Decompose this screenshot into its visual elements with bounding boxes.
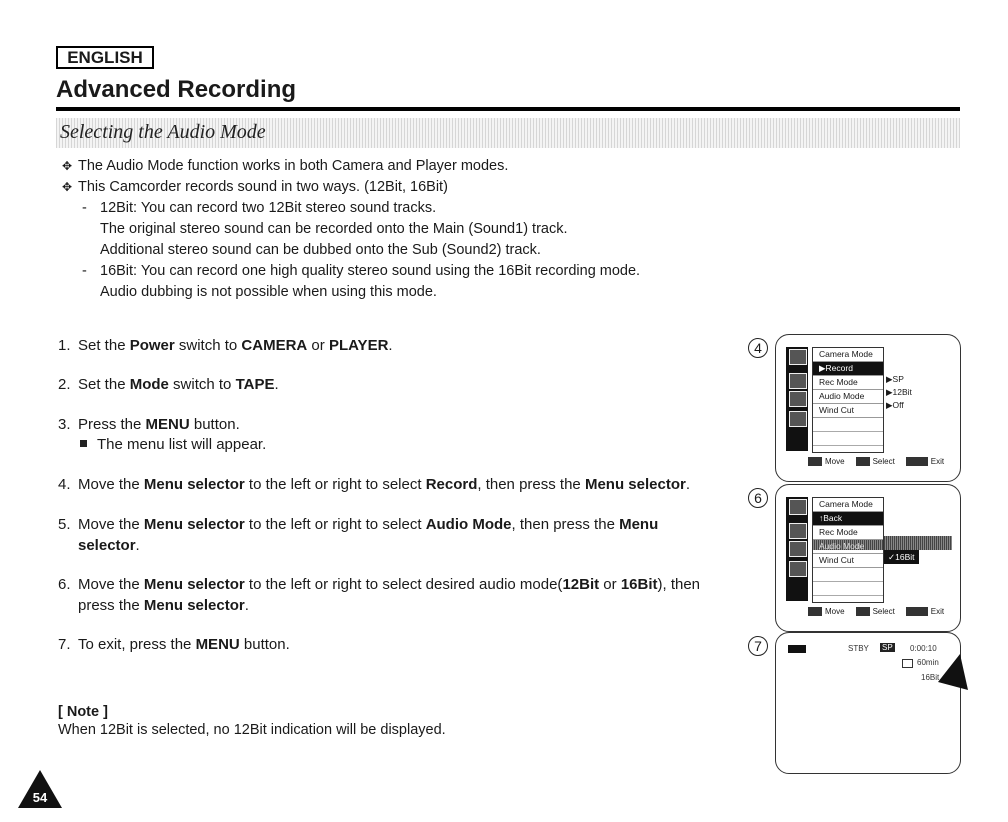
language-label: ENGLISH	[56, 46, 154, 69]
title-rule	[56, 107, 960, 111]
step-6: 6. Move the Menu selector to the left or right to select desired audio mode(12Bit or 16Bit), then press the Menu selector.	[58, 576, 701, 614]
menu-footer: Move Select Exit	[808, 607, 944, 616]
step-3: 3. Press the MENU button.	[58, 416, 240, 433]
menu-item-audio-mode[interactable]: Audio Mode	[813, 540, 883, 554]
menu-sidebar	[786, 497, 808, 601]
audio-mode-indicator: 16Bit	[921, 673, 940, 682]
intro-list	[62, 156, 640, 303]
menu-item-back[interactable]: ↑Back	[813, 512, 883, 526]
value-audio-mode: ▶12Bit	[886, 387, 912, 397]
menu-item-wind-cut[interactable]: Wind Cut	[813, 554, 883, 568]
select-icon	[856, 457, 870, 466]
screen-7	[775, 632, 961, 774]
intro-dash-item: - 12Bit: You can record two 12Bit stereo sound tracks.	[82, 200, 437, 216]
intro-bullet: ✥ This Camcorder records sound in two ways. (12Bit, 16Bit)	[62, 177, 640, 198]
menu-item-empty	[813, 418, 883, 432]
menu-item-camera-mode[interactable]: Camera Mode	[813, 498, 883, 512]
menu-item-wind-cut[interactable]: Wind Cut	[813, 404, 883, 418]
display-icon	[789, 561, 807, 577]
camera-mode-icon	[789, 499, 807, 515]
square-bullet-icon	[80, 440, 87, 447]
menu-values	[886, 373, 912, 412]
menu-list	[812, 347, 884, 453]
display-icon	[789, 411, 807, 427]
time-counter: 0:00:10	[910, 644, 937, 653]
menu-sidebar	[786, 347, 808, 451]
menu-item-audio-mode[interactable]: Audio Mode	[813, 390, 883, 404]
note-heading: [ Note ]	[58, 704, 108, 720]
menu-item-empty	[813, 432, 883, 446]
record-icon	[789, 373, 807, 389]
menu-item-rec-mode[interactable]: Rec Mode	[813, 376, 883, 390]
menu-key-icon	[906, 607, 928, 616]
step-7: 7. To exit, press the MENU button.	[58, 636, 290, 653]
screen-4	[775, 334, 961, 482]
value-wind-cut: ▶Off	[886, 400, 904, 410]
callout-6: 6	[748, 488, 768, 508]
setting-icon	[789, 541, 807, 557]
page-number: 54	[32, 790, 48, 805]
setting-icon	[789, 391, 807, 407]
intro-text-line: Additional stereo sound can be dubbed onto the Sub (Sound2) track.	[100, 242, 541, 258]
menu-list	[812, 497, 884, 603]
tape-icon	[902, 659, 913, 668]
callout-7: 7	[748, 636, 768, 656]
menu-key-icon	[906, 457, 928, 466]
section-title: Selecting the Audio Mode	[60, 121, 266, 143]
sp-badge: SP	[882, 643, 893, 652]
value-rec-mode: ▶SP	[886, 374, 904, 384]
battery-icon	[788, 645, 806, 653]
arrow-pointer-icon	[938, 654, 968, 690]
menu-item-camera-mode[interactable]: Camera Mode	[813, 348, 883, 362]
camera-mode-icon	[789, 349, 807, 365]
intro-text-line: Audio dubbing is not possible when using this mode.	[100, 284, 437, 300]
select-icon	[856, 607, 870, 616]
move-icon	[808, 457, 822, 466]
move-icon	[808, 607, 822, 616]
stby-label: STBY	[848, 644, 869, 653]
menu-item-empty	[813, 582, 883, 596]
intro-dash-item: - 16Bit: You can record one high quality stereo sound using the 16Bit recording mode.	[82, 263, 641, 279]
step-1: 1. Set the Power switch to CAMERA or PLAYER.	[58, 337, 393, 354]
selected-audio-value[interactable]: ✓16Bit	[884, 550, 919, 564]
bullet-icon: ✥	[62, 180, 73, 194]
step-5: 5. Move the Menu selector to the left or right to select Audio Mode, then press the Menu selector.	[58, 516, 659, 554]
note-text: When 12Bit is selected, no 12Bit indication will be displayed.	[58, 722, 446, 738]
step-2: 2. Set the Mode switch to TAPE.	[58, 376, 279, 393]
page-title: Advanced Recording	[56, 76, 297, 103]
menu-item-empty	[813, 568, 883, 582]
bullet-icon: ✥	[62, 159, 73, 173]
callout-4: 4	[748, 338, 768, 358]
remaining-time: 60min	[917, 658, 939, 667]
record-icon	[789, 523, 807, 539]
menu-footer: Move Select Exit	[808, 457, 944, 466]
intro-bullet: ✥ The Audio Mode function works in both Camera and Player modes.	[62, 156, 640, 177]
menu-item-record[interactable]: ▶Record	[813, 362, 883, 376]
step-3-sub: The menu list will appear.	[80, 434, 266, 455]
screen-6	[775, 484, 961, 632]
menu-item-rec-mode[interactable]: Rec Mode	[813, 526, 883, 540]
intro-text-line: The original stereo sound can be recorded onto the Main (Sound1) track.	[100, 221, 568, 237]
step-4: 4. Move the Menu selector to the left or right to select Record, then press the Menu selector.	[58, 476, 690, 493]
